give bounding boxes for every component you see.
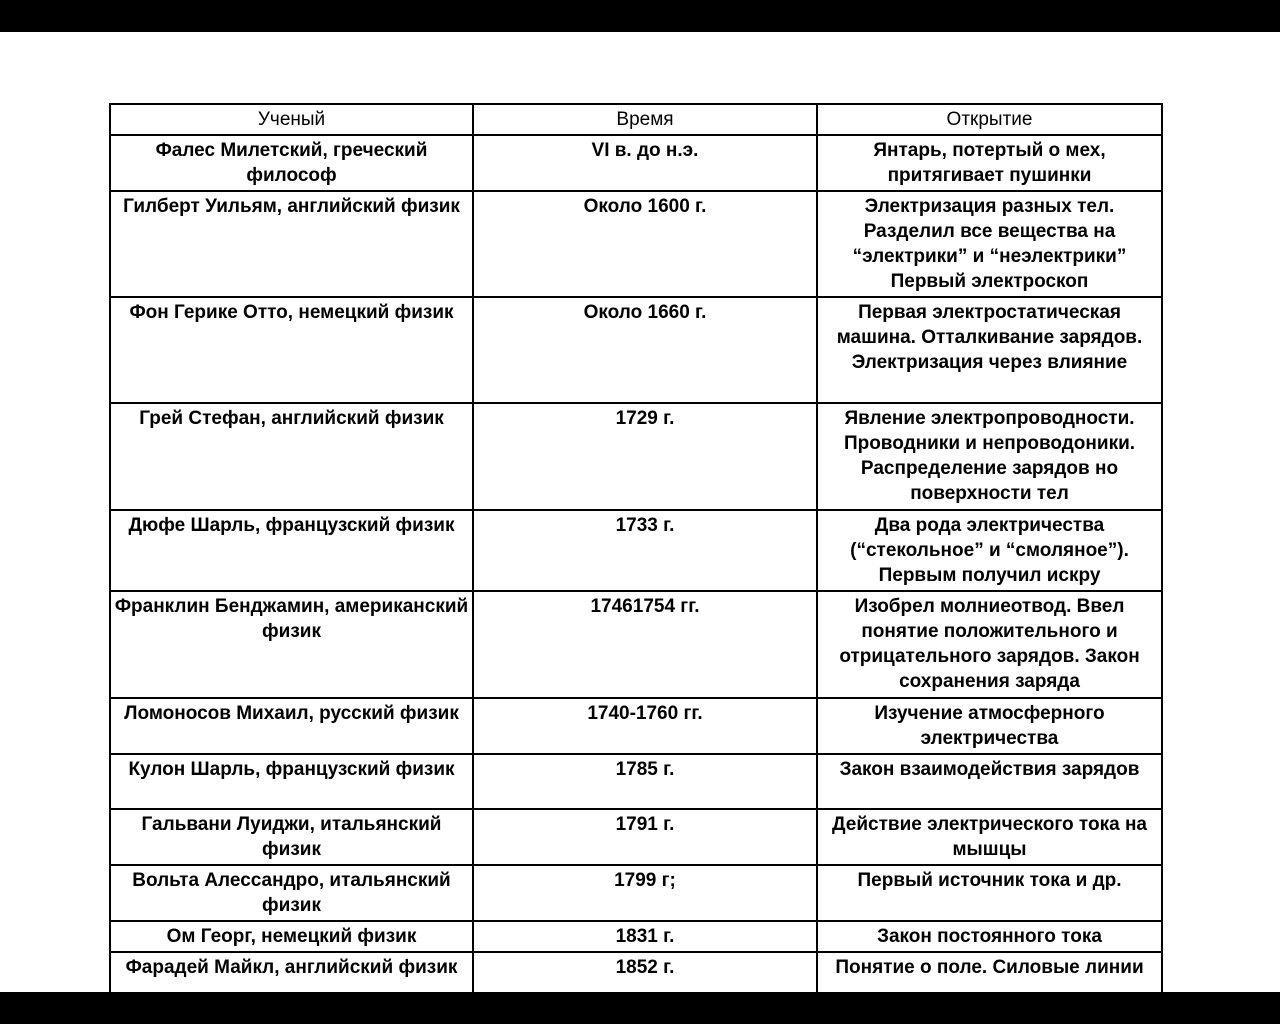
cell-scientist: Дюфе Шарль, французский физик bbox=[110, 510, 473, 591]
cell-time: 1729 г. bbox=[473, 403, 817, 510]
cell-discovery: Закон постоянного тока bbox=[817, 921, 1162, 952]
cell-scientist: Фалес Милетский, греческий философ bbox=[110, 135, 473, 191]
cell-discovery: Первый источник тока и др. bbox=[817, 865, 1162, 921]
cell-scientist: Грей Стефан, английский физик bbox=[110, 403, 473, 510]
cell-scientist: Фон Герике Отто, немецкий физик bbox=[110, 297, 473, 403]
cell-time: VI в. до н.э. bbox=[473, 135, 817, 191]
header-time: Время bbox=[473, 104, 817, 135]
cell-scientist: Франклин Бенджамин, американский физик bbox=[110, 591, 473, 698]
cell-time: Около 1600 г. bbox=[473, 191, 817, 297]
cell-scientist: Гальвани Луиджи, итальянский физик bbox=[110, 809, 473, 865]
table-row bbox=[110, 754, 1162, 809]
cell-discovery: Первая электростатическая машина. Отталкивание зарядов. Электризация через влияние bbox=[817, 297, 1162, 403]
cell-discovery: Действие электрического тока на мышцы bbox=[817, 809, 1162, 865]
table-row bbox=[110, 135, 1162, 191]
slide bbox=[0, 32, 1280, 992]
cell-scientist: Кулон Шарль, французский физик bbox=[110, 754, 473, 809]
discoveries-table bbox=[109, 103, 1163, 1008]
cell-time: 1740-1760 гг. bbox=[473, 698, 817, 754]
cell-scientist: Ом Георг, немецкий физик bbox=[110, 921, 473, 952]
table-row bbox=[110, 191, 1162, 297]
table-row bbox=[110, 591, 1162, 698]
table-row bbox=[110, 809, 1162, 865]
cell-time: Около 1660 г. bbox=[473, 297, 817, 403]
cell-time: 1785 г. bbox=[473, 754, 817, 809]
cell-time: 1791 г. bbox=[473, 809, 817, 865]
table-row bbox=[110, 403, 1162, 510]
table-row bbox=[110, 921, 1162, 952]
header-scientist: Ученый bbox=[110, 104, 473, 135]
cell-time: 1799 г; bbox=[473, 865, 817, 921]
cell-discovery: Электризация разных тел. Разделил все вещества на “электрики” и “неэлектрики” Первый электроскоп bbox=[817, 191, 1162, 297]
cell-time: 1852 г. bbox=[473, 952, 817, 1007]
header-discovery: Открытие bbox=[817, 104, 1162, 135]
cell-discovery: Изобрел молниеотвод. Ввел понятие положительного и отрицательного зарядов. Закон сохранения заряда bbox=[817, 591, 1162, 698]
table-row bbox=[110, 297, 1162, 403]
table-row bbox=[110, 865, 1162, 921]
cell-discovery: Явление электропроводности. Проводники и непроводоники. Распределение зарядов но поверхности тел bbox=[817, 403, 1162, 510]
cell-scientist: Фарадей Майкл, английский физик bbox=[110, 952, 473, 1007]
cell-scientist: Гилберт Уильям, английский физик bbox=[110, 191, 473, 297]
cell-discovery: Понятие о поле. Силовые линии bbox=[817, 952, 1162, 1007]
cell-time: 17461754 гг. bbox=[473, 591, 817, 698]
table-row bbox=[110, 952, 1162, 1007]
cell-time: 1831 г. bbox=[473, 921, 817, 952]
cell-discovery: Янтарь, потертый о мех, притягивает пушинки bbox=[817, 135, 1162, 191]
cell-time: 1733 г. bbox=[473, 510, 817, 591]
table-row bbox=[110, 510, 1162, 591]
cell-discovery: Два рода электричества (“стекольное” и “смоляное”). Первым получил искру bbox=[817, 510, 1162, 591]
cell-scientist: Ломоносов Михаил, русский физик bbox=[110, 698, 473, 754]
cell-discovery: Закон взаимодействия зарядов bbox=[817, 754, 1162, 809]
cell-scientist: Вольта Алессандро, итальянский физик bbox=[110, 865, 473, 921]
cell-discovery: Изучение атмосферного электричества bbox=[817, 698, 1162, 754]
table-header-row bbox=[110, 104, 1162, 135]
table-row bbox=[110, 698, 1162, 754]
